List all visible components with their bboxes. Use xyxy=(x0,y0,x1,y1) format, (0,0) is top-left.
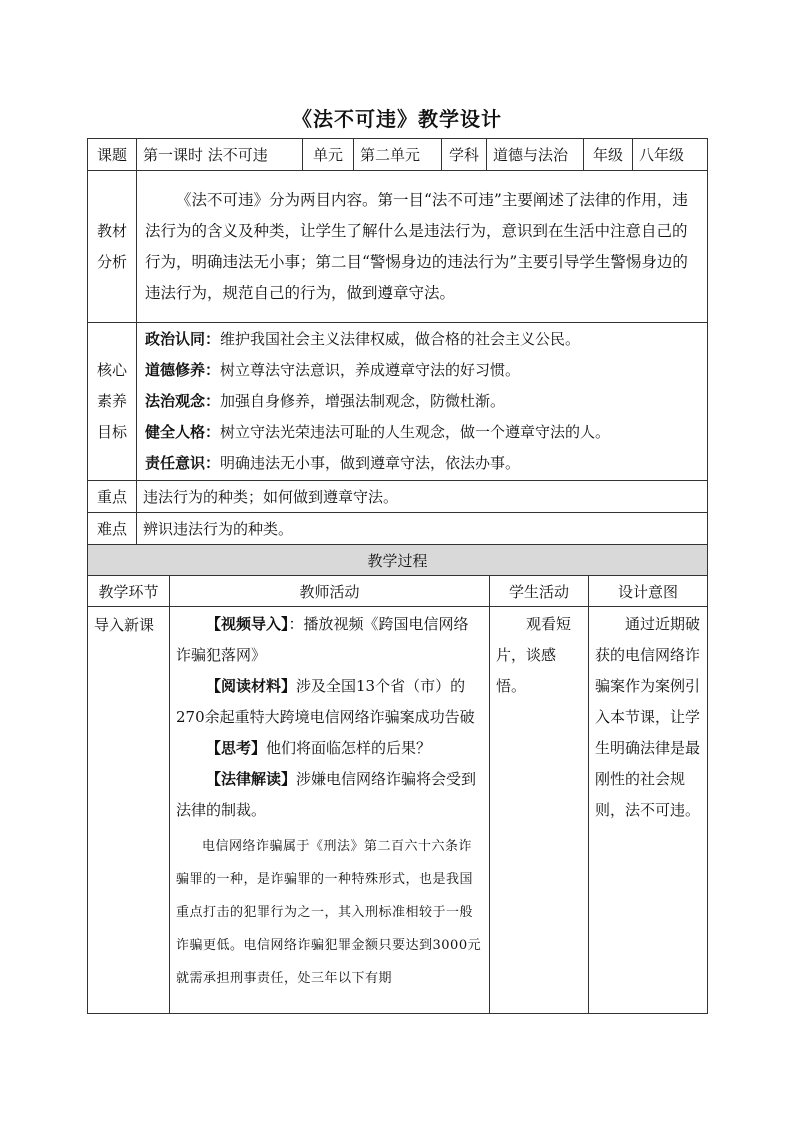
core-item-name: 道德修养： xyxy=(145,361,221,379)
ketie-value: 第一课时 法不可违 xyxy=(137,139,303,171)
core-item xyxy=(145,324,699,355)
student-cell xyxy=(490,607,589,1014)
core-item-name: 责任意识： xyxy=(145,454,221,472)
teacher-item xyxy=(176,764,483,826)
teacher-tag: 【阅读材料】 xyxy=(206,677,297,695)
teacher-tag: 【视频导入】 xyxy=(206,615,289,633)
column-header: 教师活动 xyxy=(170,576,490,607)
column-header: 学生活动 xyxy=(490,576,589,607)
grade-value: 八年级 xyxy=(633,139,708,171)
core-item-text: 加强自身修养，增强法制观念，防微杜渐。 xyxy=(220,392,506,410)
process-header: 教学过程 xyxy=(88,545,708,576)
subject-value: 道德与法治 xyxy=(487,139,584,171)
core-item-text: 树立守法光荣违法可耻的人生观念，做一个遵章守法的人。 xyxy=(220,423,611,441)
teacher-text: 涉及全国13个省（市）的270余起重特大跨境电信网络诈骗案成功告破 xyxy=(176,677,475,726)
unit-value: 第二单元 xyxy=(354,139,442,171)
info-table xyxy=(87,138,708,545)
core-item-text: 明确违法无小事，做到遵章守法，依法办事。 xyxy=(220,454,521,472)
core-item xyxy=(145,417,699,448)
page-title: 《法不可违》教学设计 xyxy=(292,107,502,131)
teacher-item xyxy=(176,733,483,764)
core-item-text: 维护我国社会主义法律权威，做合格的社会主义公民。 xyxy=(220,330,581,348)
teacher-text: 涉嫌电信网络诈骗将会受到法律的制裁。 xyxy=(176,770,477,819)
stage-cell: 导入新课 xyxy=(88,607,170,1014)
teacher-cell xyxy=(170,607,490,1014)
teacher-text: 他们将面临怎样的后果？ xyxy=(266,739,432,757)
core-item-name: 法治观念： xyxy=(145,392,221,410)
material-text: 《法不可违》分为两目内容。第一目“法不可违”主要阐述了法律的作用，违法行为的含义及种类，让学生了解什么是违法行为，意识到在生活中注意自己的行为，明确违法无小事；第二目“警惕身边的违法行为”主要引导学生警惕身边的违法行为，规范自己的行为，做到遵章守法。 xyxy=(145,190,688,302)
intent-text: 通过近期破获的电信网络诈骗案作为案例引入本节课，让学生明确法律是最刚性的社会规则，法不可违。 xyxy=(595,615,701,819)
material-text-cell xyxy=(137,171,708,323)
teacher-item xyxy=(176,609,483,671)
column-header: 设计意图 xyxy=(589,576,708,607)
difficult-label: 难点 xyxy=(88,513,137,545)
intent-cell xyxy=(589,607,708,1014)
core-label: 核心素养目标 xyxy=(88,323,137,481)
law-text: 电信网络诈骗属于《刑法》第二百六十六条诈骗罪的一种，是诈骗罪的一种特殊形式，也是我国重点打击的犯罪行为之一，其入刑标准相较于一般诈骗更低。电信网络诈骗犯罪金额只要达到3000元就需承担刑事责任，处三年以下有期 xyxy=(176,839,482,986)
column-header: 教学环节 xyxy=(88,576,170,607)
key-text: 违法行为的种类；如何做到遵章守法。 xyxy=(137,481,708,513)
core-item xyxy=(145,448,699,479)
key-label: 重点 xyxy=(88,481,137,513)
material-label: 教材分析 xyxy=(88,171,137,323)
process-table xyxy=(87,544,708,1014)
grade-label: 年级 xyxy=(584,139,633,171)
core-item xyxy=(145,386,699,417)
core-item-name: 政治认同： xyxy=(145,330,221,348)
core-item-name: 健全人格： xyxy=(145,423,221,441)
teacher-tag: 【思考】 xyxy=(206,739,267,757)
core-content xyxy=(137,323,708,481)
core-item-text: 树立尊法守法意识，养成遵章守法的好习惯。 xyxy=(220,361,521,379)
unit-label: 单元 xyxy=(303,139,354,171)
ketie-label: 课题 xyxy=(88,139,137,171)
difficult-text: 辨识违法行为的种类。 xyxy=(137,513,708,545)
teacher-tag: 【法律解读】 xyxy=(206,770,297,788)
teacher-item xyxy=(176,671,483,733)
student-text: 观看短片，谈感悟。 xyxy=(496,615,572,695)
core-item xyxy=(145,355,699,386)
subject-label: 学科 xyxy=(442,139,487,171)
teacher-text: ：播放视频《跨国电信网络诈骗犯落网》 xyxy=(176,615,469,664)
